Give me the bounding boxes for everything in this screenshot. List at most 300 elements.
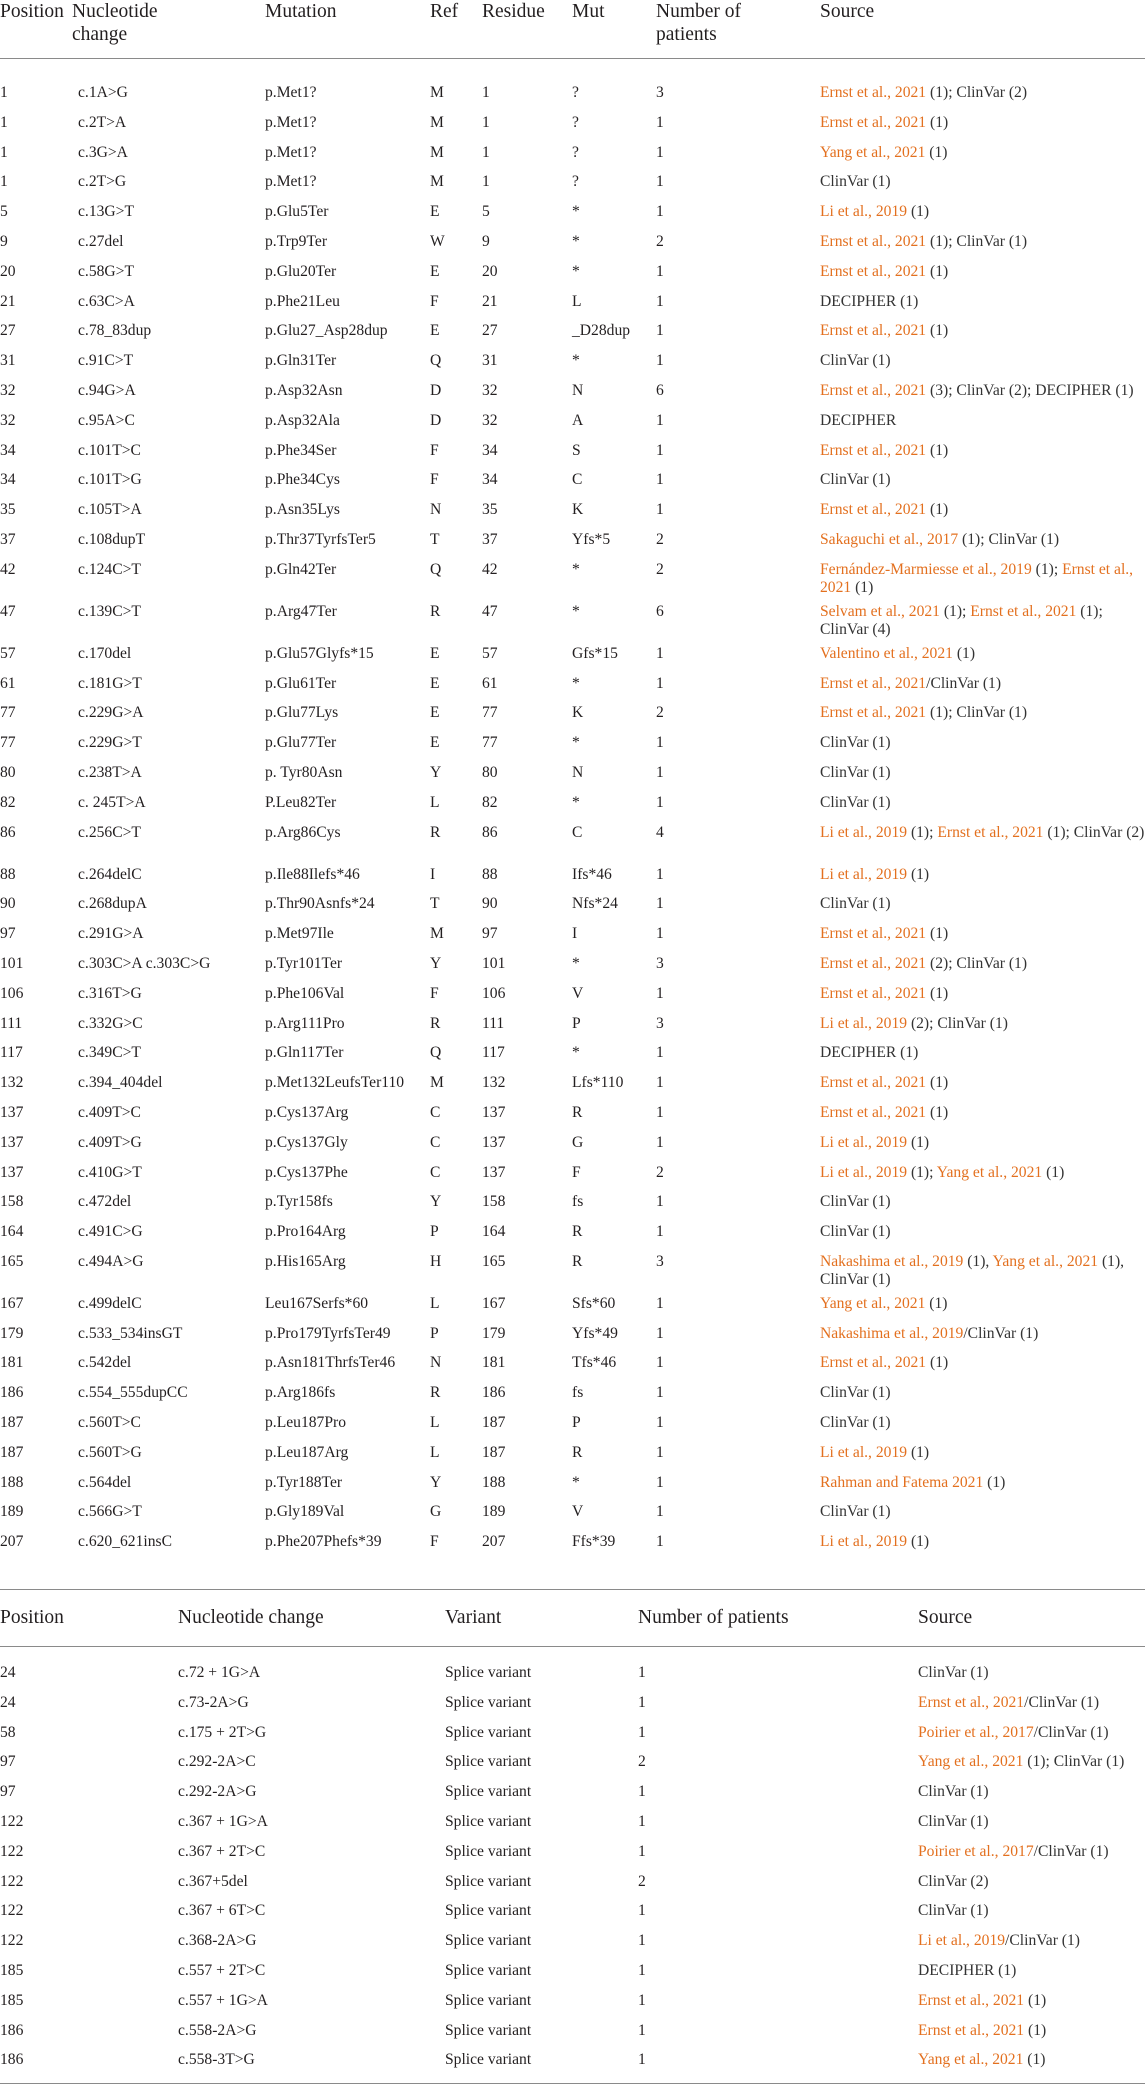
- cell-source: [820, 442, 948, 460]
- header-ref: Ref: [430, 1, 459, 22]
- cell-variant: Splice variant: [445, 1872, 532, 1890]
- table-row: [0, 1247, 1145, 1289]
- reference-link[interactable]: Li et al., 2019: [820, 1533, 908, 1551]
- cell-patients: 1: [656, 1354, 664, 1372]
- cell-mut: ?: [572, 173, 579, 191]
- cell-residue: 186: [482, 1384, 506, 1402]
- cell-residue: 164: [482, 1223, 506, 1241]
- cell-mut: *: [572, 203, 580, 221]
- reference-link[interactable]: Yang et al., 2021: [820, 1294, 926, 1312]
- cell-nucleotide: c.566G>T: [78, 1503, 142, 1521]
- cell-position: 1: [0, 113, 8, 131]
- cell-residue: 188: [482, 1473, 506, 1491]
- cell-mutation: p.Arg47Ter: [265, 602, 337, 620]
- cell-position: 186: [0, 1384, 24, 1402]
- cell-position: 9: [0, 232, 8, 250]
- cell-mutation: p.Gln117Ter: [265, 1044, 344, 1062]
- cell-ref: I: [430, 865, 436, 883]
- cell-nucleotide: c.63C>A: [78, 292, 135, 310]
- cell-mutation: p.Tyr188Ter: [265, 1473, 343, 1491]
- cell-patients: 1: [656, 441, 664, 459]
- reference-link[interactable]: Ernst et al., 2021: [820, 1103, 927, 1121]
- cell-source: [820, 895, 891, 913]
- reference-link[interactable]: Yang et al., 2021: [936, 1163, 1043, 1181]
- cell-mut: Yfs*5: [572, 530, 611, 548]
- table-row: [0, 346, 1145, 376]
- cell-source: [820, 382, 1134, 400]
- cell-patients: 1: [656, 203, 664, 221]
- cell-patients: 1: [638, 1812, 646, 1830]
- cell-position: 27: [0, 322, 16, 340]
- cell-position: 34: [0, 441, 16, 459]
- reference-link[interactable]: Ernst et al., 2021: [820, 381, 927, 399]
- cell-mut: *: [572, 262, 580, 280]
- cell-residue: 77: [482, 734, 498, 752]
- cell-patients: 1: [656, 1414, 664, 1432]
- cell-ref: N: [430, 1354, 442, 1372]
- reference-link[interactable]: Ernst et al., 2021: [918, 1991, 1025, 2009]
- cell-nucleotide: c.229G>A: [78, 704, 144, 722]
- cell-patients: 1: [656, 352, 664, 370]
- cell-ref: R: [430, 602, 441, 620]
- header-source: Source: [918, 1607, 973, 1628]
- source-text: (1): [1024, 2021, 1047, 2039]
- cell-residue: 158: [482, 1193, 506, 1211]
- cell-patients: 1: [638, 1991, 646, 2009]
- cell-ref: E: [430, 674, 440, 692]
- cell-patients: 1: [656, 173, 664, 191]
- cell-position: 117: [0, 1044, 23, 1062]
- source-text: /ClinVar (1): [963, 1324, 1039, 1342]
- cell-patients: 2: [656, 704, 664, 722]
- reference-link[interactable]: Yang et al., 2021: [918, 1753, 1024, 1771]
- table-row: [0, 376, 1145, 406]
- cell-patients: 1: [656, 1324, 664, 1342]
- reference-link[interactable]: Li et al., 2019: [820, 1163, 908, 1181]
- cell-source: [918, 1664, 989, 1682]
- header-source: Source: [820, 1, 875, 22]
- cell-ref: F: [430, 292, 439, 310]
- cell-position: 181: [0, 1354, 24, 1372]
- cell-source: [820, 1503, 891, 1521]
- cell-source: [820, 1223, 891, 1241]
- table-row: [0, 287, 1145, 317]
- cell-ref: H: [430, 1252, 442, 1270]
- cell-source: [820, 471, 891, 489]
- cell-mutation: p.Cys137Gly: [265, 1133, 348, 1151]
- source-text: ClinVar (1): [820, 793, 891, 811]
- cell-source: [820, 1015, 1008, 1033]
- cell-position: 1: [0, 143, 8, 161]
- cell-patients: 4: [656, 823, 664, 841]
- source-text: (1); ClinVar (4): [820, 602, 1103, 638]
- cell-residue: 47: [482, 602, 498, 620]
- header-nucleotide-change: Nucleotide change: [178, 1607, 324, 1628]
- cell-nucleotide: c.291G>A: [78, 925, 144, 943]
- cell-nucleotide: c.558-2A>G: [178, 2021, 257, 2039]
- cell-mutation: Leu167Serfs*60: [265, 1294, 369, 1312]
- source-text: (1);: [907, 1163, 937, 1181]
- cell-variant: Splice variant: [445, 1664, 532, 1681]
- reference-link[interactable]: Ernst et al., 2021: [937, 823, 1044, 841]
- cell-mut: *: [572, 1473, 580, 1491]
- cell-ref: M: [430, 84, 444, 101]
- table-body: [0, 59, 1145, 1557]
- cell-patients: 3: [656, 84, 664, 101]
- cell-ref: F: [430, 441, 439, 459]
- cell-position: 165: [0, 1252, 24, 1270]
- reference-link[interactable]: Ernst et al., 2021: [820, 262, 927, 280]
- cell-source: [918, 1753, 1124, 1771]
- cell-patients: 1: [656, 471, 664, 489]
- cell-source: [820, 794, 891, 812]
- cell-nucleotide: c.533_534insGT: [78, 1324, 183, 1342]
- cell-ref: Y: [430, 1473, 442, 1491]
- reference-link[interactable]: Ernst et al., 2021: [820, 84, 927, 101]
- cell-residue: 1: [482, 143, 490, 161]
- cell-source: [820, 1533, 929, 1551]
- reference-link[interactable]: Nakashima et al., 2019: [820, 1324, 964, 1342]
- table-row: [0, 1468, 1145, 1498]
- table-row: [0, 698, 1145, 728]
- source-text: (1): [926, 1074, 949, 1092]
- cell-mutation: p.Thr90Asnfs*24: [265, 895, 375, 913]
- reference-link[interactable]: Ernst et al., 2021: [820, 441, 927, 459]
- cell-mut: R: [572, 1252, 583, 1270]
- cell-position: 137: [0, 1163, 24, 1181]
- source-text: /ClinVar (1): [1024, 1693, 1100, 1711]
- reference-link[interactable]: Yang et al., 2021: [918, 2051, 1024, 2069]
- cell-mutation: p.Phe34Ser: [265, 441, 337, 459]
- cell-nucleotide: c.303C>A c.303C>G: [78, 954, 211, 972]
- cell-mut: Yfs*49: [572, 1324, 618, 1342]
- cell-residue: 1: [482, 113, 490, 131]
- cell-mutation: p.Glu61Ter: [265, 674, 337, 692]
- reference-link[interactable]: Fernández-Marmiesse et al., 2019: [820, 560, 1032, 578]
- cell-source: [820, 1164, 1064, 1182]
- reference-link[interactable]: Poirier et al., 2017: [918, 1723, 1034, 1741]
- cell-nucleotide: c.410G>T: [78, 1163, 142, 1181]
- header-number-of-patients: Number of patients: [656, 1, 742, 45]
- table-row: [0, 949, 1145, 979]
- table-header: [0, 0, 1145, 59]
- cell-mutation: p.Thr37TyrfsTer5: [265, 530, 376, 548]
- cell-source: [820, 293, 918, 311]
- cell-patients: 3: [656, 954, 664, 972]
- reference-link[interactable]: Nakashima et al., 2019: [820, 1252, 964, 1270]
- source-text: (1); ClinVar (1): [958, 530, 1060, 548]
- cell-source: [820, 1325, 1038, 1343]
- cell-ref: Y: [430, 1193, 442, 1211]
- source-text: (1): [925, 143, 948, 161]
- cell-residue: 42: [482, 560, 498, 578]
- cell-mut: G: [572, 1133, 584, 1151]
- source-text: /ClinVar (1): [926, 674, 1002, 692]
- reference-link[interactable]: Rahman and Fatema 2021: [820, 1473, 984, 1491]
- cell-ref: F: [430, 984, 439, 1002]
- reference-link[interactable]: Yang et al., 2021: [992, 1252, 1099, 1270]
- cell-patients: 1: [638, 1693, 646, 1711]
- cell-position: 122: [0, 1842, 24, 1860]
- source-text: ClinVar (1): [820, 895, 891, 913]
- cell-source: [918, 1724, 1109, 1742]
- table-row: [0, 1158, 1145, 1188]
- cell-position: 122: [0, 1902, 24, 1920]
- source-text: ClinVar (1): [820, 173, 891, 191]
- cell-patients: 1: [656, 1533, 664, 1551]
- cell-patients: 1: [638, 1664, 646, 1681]
- source-text: (1), ClinVar (1): [820, 1252, 1125, 1288]
- cell-residue: 61: [482, 674, 498, 692]
- reference-link[interactable]: Ernst et al., 2021: [820, 1074, 927, 1092]
- cell-ref: G: [430, 1503, 442, 1521]
- reference-link[interactable]: Li et al., 2019: [820, 823, 908, 841]
- source-text: (1);: [907, 823, 938, 841]
- cell-mutation: p.Tyr158fs: [265, 1193, 333, 1211]
- cell-patients: 1: [638, 1723, 646, 1741]
- cell-patients: 1: [656, 1103, 664, 1121]
- cell-nucleotide: c.175 + 2T>G: [178, 1723, 267, 1741]
- cell-mutation: p.Glu27_Asp28dup: [265, 322, 388, 340]
- table-row: [0, 1896, 1145, 1926]
- cell-residue: 187: [482, 1443, 506, 1461]
- table-row: [0, 1068, 1145, 1098]
- cell-residue: 86: [482, 823, 498, 841]
- reference-link[interactable]: Ernst et al., 2021: [820, 1354, 927, 1372]
- cell-patients: 1: [656, 1473, 664, 1491]
- source-text: ClinVar (2): [918, 1872, 989, 1890]
- source-text: (1): [926, 1103, 949, 1121]
- cell-nucleotide: c.620_621insC: [78, 1533, 172, 1551]
- cell-position: 37: [0, 530, 16, 548]
- cell-position: 58: [0, 1723, 16, 1741]
- cell-variant: Splice variant: [445, 1932, 532, 1950]
- cell-patients: 1: [656, 644, 664, 662]
- reference-link[interactable]: Ernst et al., 2021: [820, 232, 927, 250]
- cell-position: 122: [0, 1872, 24, 1890]
- cell-nucleotide: c.91C>T: [78, 352, 134, 370]
- reference-link[interactable]: Ernst et al., 2021: [820, 984, 927, 1002]
- cell-nucleotide: c.554_555dupCC: [78, 1384, 188, 1402]
- source-text: (1): [952, 644, 976, 662]
- cell-patients: 6: [656, 602, 664, 620]
- header-nucleotide-change: Nucleotide change: [72, 1, 158, 45]
- source-text: DECIPHER (1): [820, 1044, 919, 1062]
- table-row: [0, 227, 1145, 257]
- cell-source: [820, 144, 948, 162]
- reference-link[interactable]: Ernst et al., 2021: [970, 602, 1077, 620]
- cell-mut: K: [572, 501, 584, 519]
- cell-patients: 1: [638, 1783, 646, 1801]
- cell-nucleotide: c.367+5del: [178, 1872, 248, 1890]
- reference-link[interactable]: Ernst et al., 2021: [820, 954, 927, 972]
- table-row: [0, 436, 1145, 466]
- cell-ref: Q: [430, 1044, 442, 1062]
- cell-patients: 2: [656, 232, 664, 250]
- cell-nucleotide: c.139C>T: [78, 602, 141, 620]
- cell-residue: 34: [482, 441, 498, 459]
- cell-residue: 189: [482, 1503, 506, 1521]
- table-row: [0, 669, 1145, 699]
- source-text: (1): [907, 1533, 930, 1551]
- cell-nucleotide: c.101T>G: [78, 471, 142, 489]
- reference-link[interactable]: Selvam et al., 2021: [820, 602, 940, 620]
- source-text: (1): [926, 1354, 949, 1372]
- cell-mut: *: [572, 674, 580, 692]
- cell-variant: Splice variant: [445, 1753, 532, 1771]
- cell-patients: 1: [656, 763, 664, 781]
- cell-nucleotide: c.94G>A: [78, 381, 136, 399]
- table-row: [0, 2016, 1145, 2046]
- cell-mut: ?: [572, 113, 579, 131]
- table-row: [0, 1408, 1145, 1438]
- cell-nucleotide: c.108dupT: [78, 530, 146, 548]
- reference-link[interactable]: Ernst et al., 2021: [820, 674, 927, 692]
- cell-source: [820, 352, 891, 370]
- cell-position: 158: [0, 1193, 24, 1211]
- reference-link[interactable]: Li et al., 2019: [918, 1932, 1006, 1950]
- cell-nucleotide: c.105T>A: [78, 501, 142, 519]
- cell-residue: 165: [482, 1252, 506, 1270]
- cell-mut: *: [572, 602, 580, 620]
- cell-position: 1: [0, 84, 8, 101]
- cell-residue: 80: [482, 763, 498, 781]
- reference-link[interactable]: Ernst et al., 2021: [820, 560, 1134, 596]
- cell-source: [918, 1873, 989, 1891]
- source-text: (1): [907, 203, 930, 221]
- source-text: (1);: [939, 602, 971, 620]
- cell-position: 32: [0, 381, 16, 399]
- cell-patients: 1: [638, 1902, 646, 1920]
- cell-nucleotide: c.292-2A>C: [178, 1753, 256, 1771]
- cell-ref: R: [430, 1384, 441, 1402]
- cell-source: [820, 675, 1001, 693]
- cell-mut: A: [572, 411, 584, 429]
- table-row: [0, 1438, 1145, 1468]
- cell-ref: Q: [430, 352, 442, 370]
- table-row: [0, 758, 1145, 788]
- cell-position: 31: [0, 352, 16, 370]
- reference-link[interactable]: Li et al., 2019: [820, 1014, 908, 1032]
- cell-variant: Splice variant: [445, 1842, 532, 1860]
- source-text: (1): [925, 1294, 948, 1312]
- reference-link[interactable]: Yang et al., 2021: [820, 143, 926, 161]
- cell-mut: Gfs*15: [572, 644, 618, 662]
- cell-mut: ?: [572, 143, 579, 161]
- reference-link[interactable]: Li et al., 2019: [820, 203, 908, 221]
- table-row: [0, 1986, 1145, 2016]
- table-row: [0, 1747, 1145, 1777]
- cell-position: 179: [0, 1324, 24, 1342]
- cell-residue: 37: [482, 530, 498, 548]
- cell-mutation: p.Glu5Ter: [265, 203, 329, 221]
- cell-nucleotide: c.3G>A: [78, 143, 128, 161]
- cell-source: [820, 1354, 948, 1372]
- reference-link[interactable]: Ernst et al., 2021: [918, 2021, 1025, 2039]
- source-text: (1): [907, 1133, 930, 1151]
- reference-link[interactable]: Ernst et al., 2021: [820, 704, 927, 722]
- reference-link[interactable]: Ernst et al., 2021: [820, 322, 927, 340]
- cell-residue: 21: [482, 292, 498, 310]
- cell-mutation: p.Gln42Ter: [265, 560, 337, 578]
- cell-residue: 137: [482, 1103, 506, 1121]
- cell-ref: T: [430, 895, 440, 913]
- cell-nucleotide: c.58G>T: [78, 262, 134, 280]
- cell-variant: Splice variant: [445, 1902, 532, 1920]
- cell-position: 101: [0, 954, 24, 972]
- source-text: DECIPHER (1): [820, 292, 919, 310]
- cell-variant: Splice variant: [445, 1961, 532, 1979]
- cell-mut: V: [572, 1503, 584, 1521]
- cell-position: 1: [0, 173, 8, 191]
- source-text: (3); ClinVar (2); DECIPHER (1): [926, 381, 1134, 399]
- reference-link[interactable]: Ernst et al., 2021: [820, 501, 927, 519]
- cell-patients: 1: [638, 1961, 646, 1979]
- header-mut: Mut: [572, 1, 605, 22]
- reference-link[interactable]: Ernst et al., 2021: [918, 1693, 1025, 1711]
- cell-source: [820, 734, 891, 752]
- cell-mut: C: [572, 823, 583, 841]
- cell-source: [820, 173, 891, 191]
- cell-ref: E: [430, 262, 440, 280]
- cell-patients: 1: [656, 793, 664, 811]
- reference-link[interactable]: Ernst et al., 2021: [820, 925, 927, 943]
- cell-mutation: p.Asp32Ala: [265, 411, 340, 429]
- cell-source: [820, 114, 948, 132]
- cell-nucleotide: c.78_83dup: [78, 322, 152, 340]
- header-residue: Residue: [482, 1, 545, 22]
- cell-nucleotide: c.560T>G: [78, 1443, 142, 1461]
- reference-link[interactable]: Ernst et al., 2021: [820, 113, 927, 131]
- cell-position: 5: [0, 203, 8, 221]
- cell-patients: 1: [656, 501, 664, 519]
- cell-nucleotide: c.72 + 1G>A: [178, 1664, 261, 1681]
- table-row: [0, 108, 1145, 138]
- cell-mutation: p.Leu187Arg: [265, 1443, 349, 1461]
- cell-mutation: p.Met132LeufsTer110: [265, 1074, 405, 1092]
- cell-mutation: p.Phe207Phefs*39: [265, 1533, 382, 1551]
- source-text: (1): [907, 1443, 930, 1461]
- cell-ref: M: [430, 113, 444, 131]
- cell-source: [820, 203, 929, 221]
- reference-link[interactable]: Li et al., 2019: [820, 1443, 908, 1461]
- source-text: ClinVar (1): [918, 1812, 989, 1830]
- reference-link[interactable]: Li et al., 2019: [820, 865, 908, 883]
- cell-mut: P: [572, 1014, 581, 1032]
- cell-ref: T: [430, 530, 440, 548]
- cell-source: [918, 1962, 1016, 1980]
- reference-link[interactable]: Poirier et al., 2017: [918, 1842, 1034, 1860]
- cell-mutation: p.Phe21Leu: [265, 292, 340, 310]
- cell-position: 97: [0, 925, 16, 943]
- cell-position: 24: [0, 1693, 16, 1711]
- reference-link[interactable]: Sakaguchi et al., 2017: [820, 530, 959, 548]
- cell-residue: 57: [482, 644, 498, 662]
- cell-mut: ?: [572, 84, 579, 101]
- reference-link[interactable]: Li et al., 2019: [820, 1133, 908, 1151]
- cell-position: 106: [0, 984, 24, 1002]
- cell-source: [820, 1384, 891, 1402]
- source-text: (1): [983, 1473, 1006, 1491]
- reference-link[interactable]: Valentino et al., 2021: [820, 644, 953, 662]
- cell-source: [820, 1253, 1145, 1289]
- cell-mut: R: [572, 1223, 583, 1241]
- cell-source: [820, 233, 1027, 251]
- source-text: (1); ClinVar (2): [926, 84, 1028, 101]
- cell-position: 24: [0, 1664, 16, 1681]
- cell-source: [918, 2022, 1046, 2040]
- cell-nucleotide: c.472del: [78, 1193, 132, 1211]
